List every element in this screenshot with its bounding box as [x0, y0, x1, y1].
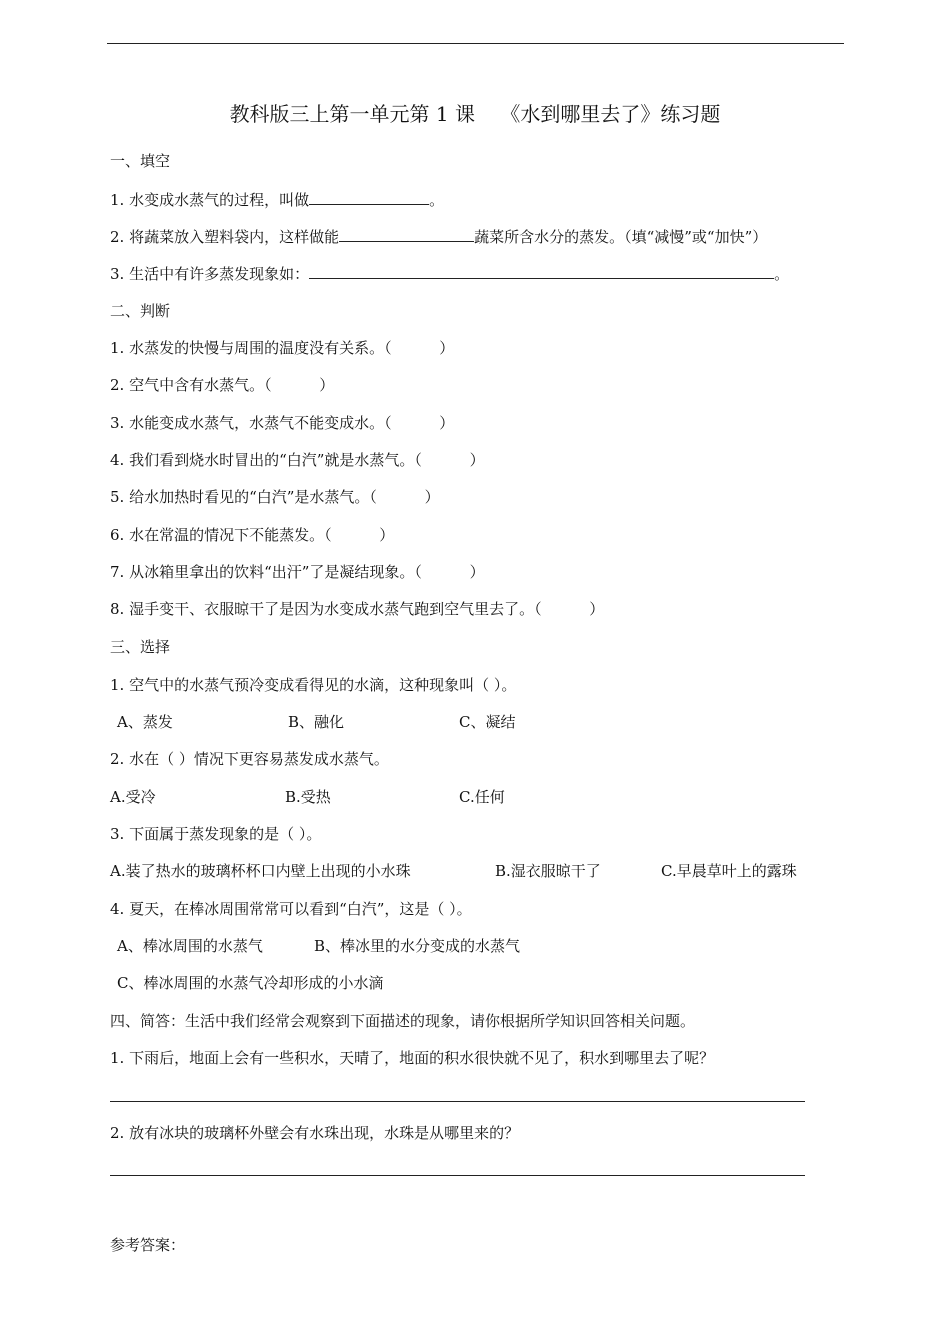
section-short-heading: 四、简答：生活中我们经常会观察到下面描述的现象，请你根据所学知识回答相关问题。 — [110, 1012, 696, 1030]
choice-q4-option-c[interactable]: C、棒冰周围的水蒸气冷却形成的小水滴 — [117, 974, 384, 992]
fill-q3-blank[interactable] — [309, 264, 774, 279]
judge-question-4 — [110, 449, 485, 470]
fill-question-3 — [110, 263, 789, 284]
fill-q3-text: 3. 生活中有许多蒸发现象如： — [110, 265, 310, 283]
choice-q2-option-a[interactable]: A.受冷 — [110, 788, 156, 806]
judge-q2-text: 2. 空气中含有水蒸气。（ — [110, 376, 272, 394]
section-choice-heading: 三、选择 — [110, 638, 171, 656]
choice-q2-option-b[interactable]: B.受热 — [285, 788, 331, 806]
judge-q5-answer-slot[interactable]: ） — [376, 488, 440, 506]
judge-q4-text: 4. 我们看到烧水时冒出的“白汽”就是水蒸气。（ — [110, 451, 422, 469]
judge-question-7 — [110, 561, 485, 582]
judge-q6-answer-slot[interactable]: ） — [331, 526, 395, 544]
judge-question-3 — [110, 412, 454, 433]
fill-question-2 — [110, 226, 767, 247]
judge-q7-answer-slot[interactable]: ） — [421, 563, 485, 581]
fill-q1-text: 1. 水变成水蒸气的过程，叫做 — [110, 191, 310, 209]
judge-q4-answer-slot[interactable]: ） — [421, 451, 485, 469]
section-judge-heading: 二、判断 — [110, 302, 171, 320]
judge-q2-answer-slot[interactable]: ） — [271, 376, 335, 394]
judge-question-5 — [110, 486, 440, 507]
short-question-1: 1. 下雨后，地面上会有一些积水，天晴了，地面的积水很快就不见了，积水到哪里去了呢？ — [110, 1049, 715, 1067]
fill-question-1 — [110, 189, 444, 210]
fill-q2-blank[interactable] — [339, 227, 474, 242]
choice-q3-option-a[interactable]: A.装了热水的玻璃杯杯口内壁上出现的小水珠 — [110, 862, 411, 880]
judge-question-1 — [110, 337, 454, 358]
choice-q4-option-a[interactable]: A、棒冰周围的水蒸气 — [117, 937, 263, 955]
judge-q1-answer-slot[interactable]: ） — [391, 339, 455, 357]
judge-q7-text: 7. 从冰箱里拿出的饮料“出汗”了是凝结现象。（ — [110, 563, 422, 581]
judge-q3-answer-slot[interactable]: ） — [391, 414, 455, 432]
judge-q5-text: 5. 给水加热时看见的“白汽”是水蒸气。（ — [110, 488, 377, 506]
judge-q8-text: 8. 湿手变干、衣服晾干了是因为水变成水蒸气跑到空气里去了。（ — [110, 600, 542, 618]
judge-question-8 — [110, 598, 604, 619]
choice-q3-option-b[interactable]: B.湿衣服晾干了 — [495, 862, 601, 880]
fill-q2-text: 2. 将蔬菜放入塑料袋内，这样做能 — [110, 228, 340, 246]
choice-q1-option-c[interactable]: C、凝结 — [459, 713, 516, 731]
fill-q2-end: 蔬菜所含水分的蒸发。（填“减慢”或“加快”） — [474, 228, 768, 246]
page-title: 教科版三上第一单元第 1 课 《水到哪里去了》练习题 — [229, 102, 721, 126]
choice-question-2: 2. 水在（ ）情况下更容易蒸发成水蒸气。 — [110, 750, 389, 768]
fill-q1-end: 。 — [429, 191, 445, 209]
fill-q3-end: 。 — [774, 265, 790, 283]
choice-q1-option-a[interactable]: A、蒸发 — [117, 713, 173, 731]
judge-q6-text: 6. 水在常温的情况下不能蒸发。（ — [110, 526, 332, 544]
judge-q1-text: 1. 水蒸发的快慢与周围的温度没有关系。（ — [110, 339, 392, 357]
fill-q1-blank[interactable] — [309, 190, 429, 205]
choice-question-3: 3. 下面属于蒸发现象的是（ ）。 — [110, 825, 322, 843]
header-rule — [107, 43, 844, 44]
choice-q1-option-b[interactable]: B、融化 — [288, 713, 345, 731]
short-q2-answer-line[interactable] — [110, 1175, 805, 1176]
choice-q2-option-c[interactable]: C.任何 — [459, 788, 505, 806]
choice-question-4: 4. 夏天，在棒冰周围常常可以看到“白汽”，这是（ ）。 — [110, 900, 472, 918]
section-fill-heading: 一、填空 — [110, 152, 171, 170]
answer-key-heading: 参考答案： — [110, 1236, 186, 1254]
judge-q3-text: 3. 水能变成水蒸气，水蒸气不能变成水。（ — [110, 414, 392, 432]
judge-q8-answer-slot[interactable]: ） — [541, 600, 605, 618]
judge-question-2 — [110, 374, 334, 395]
judge-question-6 — [110, 524, 394, 545]
choice-question-1: 1. 空气中的水蒸气预冷变成看得见的水滴，这种现象叫（ ）。 — [110, 676, 517, 694]
choice-q3-option-c[interactable]: C.早晨草叶上的露珠 — [661, 862, 797, 880]
choice-q4-option-b[interactable]: B、棒冰里的水分变成的水蒸气 — [314, 937, 521, 955]
short-q1-answer-line[interactable] — [110, 1101, 805, 1102]
short-question-2: 2. 放有冰块的玻璃杯外壁会有水珠出现，水珠是从哪里来的？ — [110, 1124, 520, 1142]
